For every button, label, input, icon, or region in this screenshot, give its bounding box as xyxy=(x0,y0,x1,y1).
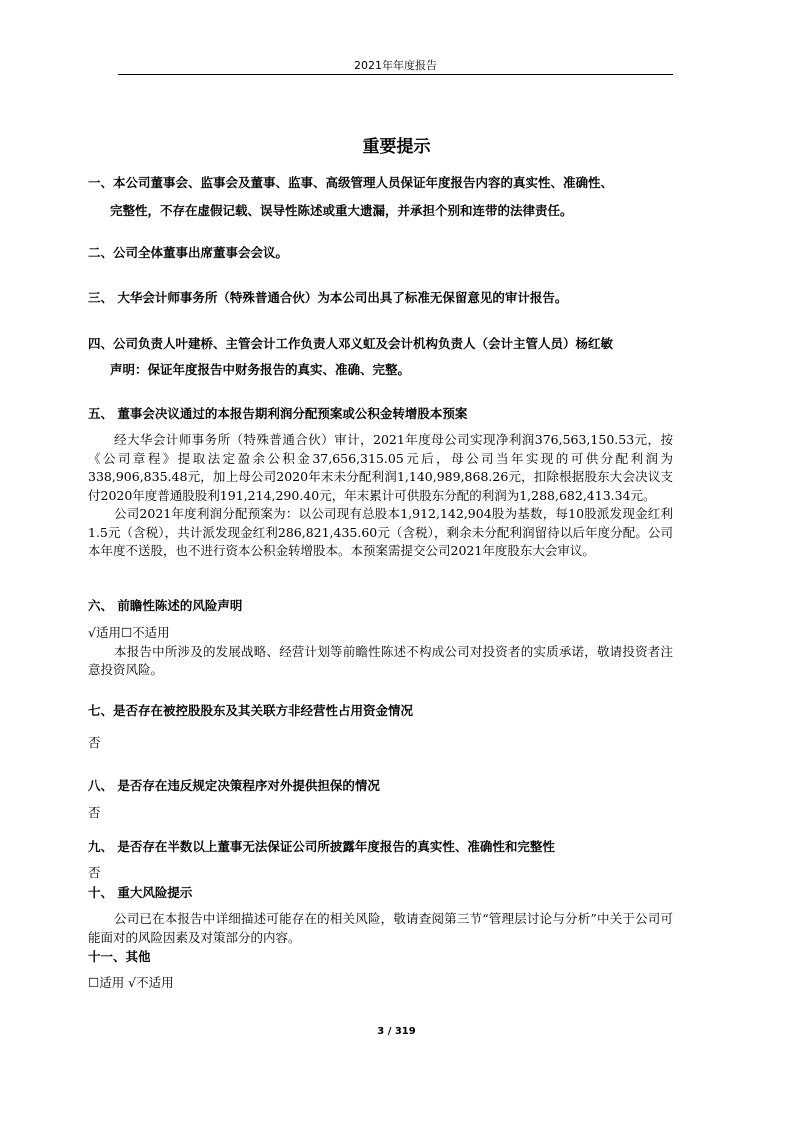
section-2: 二、公司全体董事出席董事会会议。 xyxy=(88,245,289,260)
section-1 xyxy=(88,170,673,224)
section-6-heading: 六、 前瞻性陈述的风险声明 xyxy=(88,598,243,613)
section-10-heading: 十、 重大风险提示 xyxy=(88,885,193,900)
section-10-paragraph: 公司已在本报告中详细描述可能存在的相关风险，敬请查阅第三节“管理层讨论与分析”中关于公司可能面对的风险因素及对策部分的内容。 xyxy=(88,911,673,945)
section-6-body xyxy=(88,624,673,680)
page-header: 2021年年度报告 xyxy=(354,59,437,72)
page-title: 重要提示 xyxy=(362,137,431,157)
section-5-heading: 五、 董事会决议通过的本报告期利润分配预案或公积金转增股本预案 xyxy=(88,406,468,421)
section-5-body xyxy=(88,431,673,561)
section-7-answer: 否 xyxy=(88,735,101,750)
section-3: 三、 大华会计师事务所（特殊普通合伙）为本公司出具了标准无保留意见的审计报告。 xyxy=(88,290,568,305)
section-9-answer: 否 xyxy=(88,865,101,880)
profit-paragraph: 经大华会计师事务所（特殊普通合伙）审计，2021年度母公司实现净利润376,563,150.53元，按《公司章程》提取法定盈余公积金37,656,315.05元后，母公司当年实现的可供分配利润为338,906,835.48元，加上母公司2020年末未分配利润1,140,989,868.26元，扣除根据股东大会决议支付2020年度普通股股利191,214,290.40元，年末累计可供股东分配的利润为1,288,682,413.34元。 xyxy=(88,432,673,503)
section-8-heading: 八、 是否存在违反规定决策程序对外提供担保的情况 xyxy=(88,778,380,793)
section-6-applicability: √适用☐不适用 xyxy=(88,625,170,640)
page-number: 3 / 319 xyxy=(377,1026,416,1037)
section-9-heading: 九、 是否存在半数以上董事无法保证公司所披露年度报告的真实性、准确性和完整性 xyxy=(88,839,555,854)
section-11-heading: 十一、其他 xyxy=(88,949,151,964)
section-6-paragraph: 本报告中所涉及的发展战略、经营计划等前瞻性陈述不构成公司对投资者的实质承诺，敬请投资者注意投资风险。 xyxy=(88,643,673,677)
section-8-answer: 否 xyxy=(88,805,101,820)
distribution-paragraph: 公司2021年度利润分配预案为：以公司现有总股本1,912,142,904股为基数，每10股派发现金红利1.5元（含税），共计派发现金红利286,821,435.60元（含税），剩余未分配利润留待以后年度分配。公司本年度不送股，也不进行资本公积金转增股本。本预案需提交公司2021年度股东大会审议。 xyxy=(88,506,673,558)
section-4-line2: 声明：保证年度报告中财务报告的真实、准确、完整。 xyxy=(110,362,411,377)
section-1-line1: 一、本公司董事会、监事会及董事、监事、高级管理人员保证年度报告内容的真实性、准确性、 xyxy=(88,175,614,190)
section-10-body xyxy=(88,910,673,947)
section-7-heading: 七、是否存在被控股股东及其关联方非经营性占用资金情况 xyxy=(88,703,414,718)
section-4 xyxy=(88,331,673,383)
section-1-line2: 完整性，不存在虚假记载、误导性陈述或重大遗漏，并承担个别和连带的法律责任。 xyxy=(110,203,573,218)
header-divider xyxy=(118,74,673,75)
section-11-applicability: ☐适用 √不适用 xyxy=(88,975,174,990)
section-4-line1: 四、公司负责人叶建桥、主管会计工作负责人邓义虹及会计机构负责人（会计主管人员）杨红敏 xyxy=(88,336,614,351)
